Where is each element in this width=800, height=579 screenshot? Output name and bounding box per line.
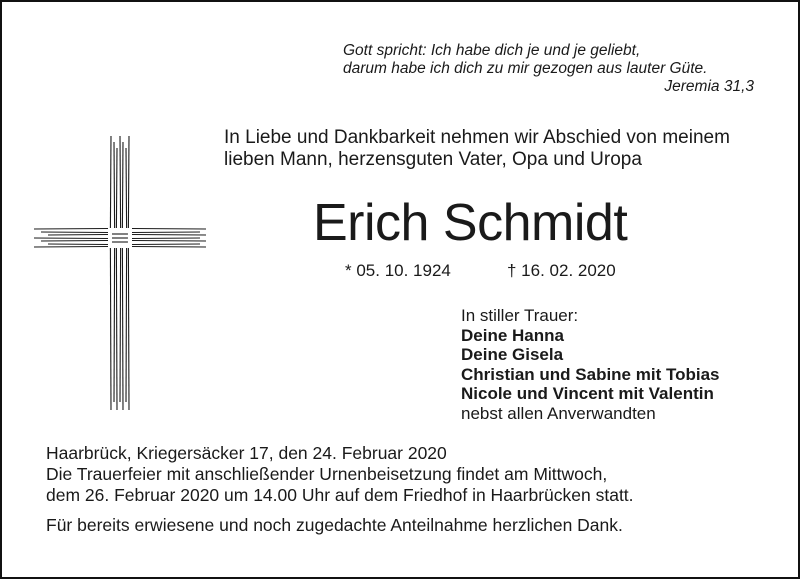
- mourners-block: [461, 306, 720, 423]
- intro-line-1: In Liebe und Dankbarkeit nehmen wir Abschied von meinem: [224, 127, 730, 148]
- ceremony-line-1: Die Trauerfeier mit anschließender Urnenbeisetzung findet am Mittwoch,: [46, 464, 608, 484]
- deceased-name: Erich Schmidt: [313, 194, 628, 252]
- mourners-closing: nebst allen Anverwandten: [461, 403, 656, 423]
- quote-source: Jeremia 31,3: [664, 78, 754, 95]
- intro-line-2: lieben Mann, herzensguten Vater, Opa und Uropa: [224, 149, 642, 170]
- mourner-name: Deine Gisela: [461, 345, 564, 364]
- place-date: Haarbrück, Kriegersäcker 17, den 24. Februar 2020: [46, 443, 447, 463]
- birth-date: * 05. 10. 1924: [345, 261, 451, 280]
- mourner-name: Deine Hanna: [461, 325, 564, 345]
- thanks-line: Für bereits erwiesene und noch zugedachte Anteilnahme herzlichen Dank.: [46, 515, 623, 535]
- mourners-heading: In stiller Trauer:: [461, 306, 579, 325]
- mourner-name: Nicole und Vincent mit Valentin: [461, 384, 714, 403]
- quote-line-2: darum habe ich dich zu mir gezogen aus lauter Güte.: [343, 60, 708, 77]
- quote-line-1: Gott spricht: Ich habe dich je und je geliebt,: [343, 42, 641, 59]
- ceremony-line-2: dem 26. Februar 2020 um 14.00 Uhr auf dem Friedhof in Haarbrücken statt.: [46, 485, 634, 505]
- mourner-name: Christian und Sabine mit Tobias: [461, 364, 720, 384]
- cross-icon: [32, 134, 208, 414]
- death-date: † 16. 02. 2020: [507, 261, 616, 280]
